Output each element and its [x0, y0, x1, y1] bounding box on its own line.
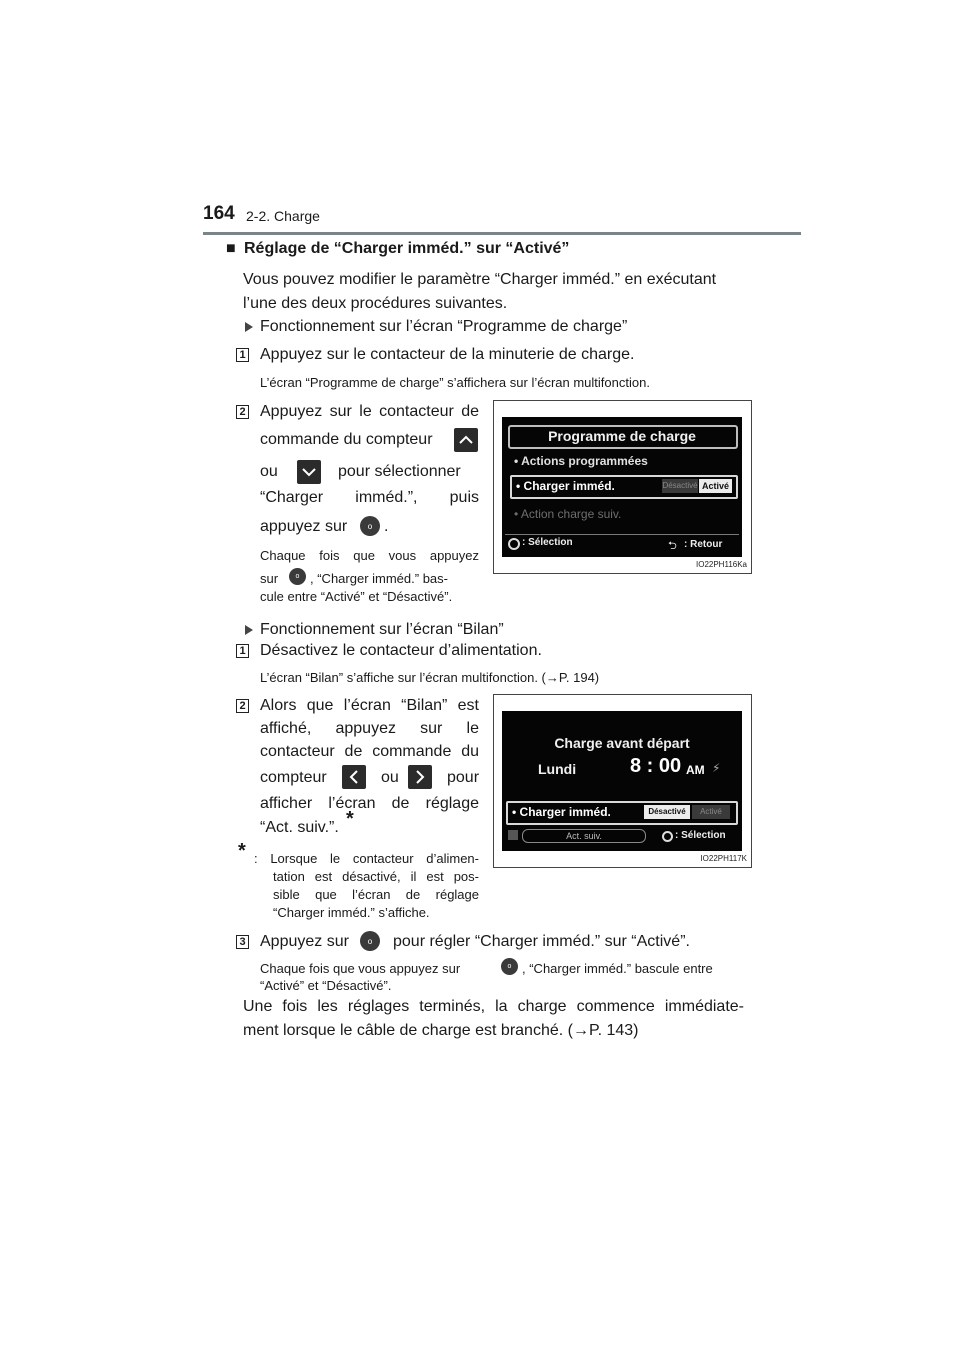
proc-b-step3-b: pour régler “Charger imméd.” sur “Activé”.	[393, 933, 690, 950]
intro-line-2: l’une des deux procédures suivantes.	[243, 295, 508, 312]
figure-charge-avant-depart	[493, 694, 752, 868]
meter-left-button-icon	[342, 765, 366, 789]
heading-bullet: ■	[226, 240, 236, 257]
proc-b-step3-a: Appuyez sur	[260, 933, 349, 950]
screen-footer-select: : Sélection	[522, 537, 573, 548]
screen-footer-back: : Retour	[684, 539, 723, 550]
proc-b-step1-text: Désactivez le contacteur d’alimentation.	[260, 642, 542, 659]
proc-a-step1-note: L’écran “Programme de charge” s’affichera sur l’écran multifonction.	[260, 375, 650, 390]
footnote-line-4: “Charger imméd.” s’affiche.	[273, 905, 430, 920]
proc-a-step2-note2a: sur	[260, 571, 279, 586]
screen-act-suiv: Act. suiv.	[522, 829, 646, 843]
page-number: 164	[203, 203, 235, 224]
screen-row-next: • Action charge suiv.	[514, 507, 622, 521]
screen-ampm: AM	[686, 763, 705, 777]
proc-b-step2-l1: Alors que l’écran “Bilan” est	[260, 697, 479, 714]
screen-row-charger: • Charger imméd.	[516, 479, 615, 493]
screen-row-actions: • Actions programmées	[514, 454, 648, 468]
closing-line-2: ment lorsque le câble de charge est branché. (→P. 143)	[243, 1022, 639, 1039]
screen-footer-line	[505, 534, 739, 535]
ok-button-icon: o	[360, 931, 380, 951]
proc-a-step2-l3: pour sélectionner	[338, 463, 461, 480]
proc-b-step2-l2: affiché, appuyez sur le	[260, 720, 479, 737]
proc-b-step3-note1a: Chaque fois que vous appuyez sur	[260, 961, 461, 976]
meter-right-button-icon	[408, 765, 432, 789]
meter-display-screen	[502, 417, 742, 557]
meter-down-button-icon	[297, 460, 321, 484]
proc-a-title: Fonctionnement sur l’écran “Programme de charge”	[260, 318, 628, 335]
back-arrow-icon: ⮌	[668, 540, 677, 552]
screen-row-charger: • Charger imméd.	[512, 805, 611, 819]
square-icon	[508, 830, 518, 840]
ok-circle-icon	[508, 538, 520, 550]
proc-b-step2-pour: pour	[447, 769, 480, 786]
ok-button-icon: o	[501, 958, 518, 975]
option-active: Activé	[692, 805, 730, 819]
header-rule	[203, 232, 801, 235]
proc-a-step2-l5: appuyez sur	[260, 518, 348, 535]
screen-time: 8 : 00	[630, 755, 682, 777]
proc-b-step1-note: L’écran “Bilan” s’affiche sur l’écran multifonction. (→P. 194)	[260, 670, 600, 685]
option-desactive: Désactivé	[644, 805, 690, 819]
step-number: 1	[236, 348, 249, 362]
ok-button-icon: o	[289, 568, 306, 585]
proc-a-step1-text: Appuyez sur le contacteur de la minuterie de charge.	[260, 346, 635, 363]
proc-a-step2-note3: cule entre “Activé” et “Désactivé”.	[260, 589, 453, 604]
footnote-line-1: : Lorsque le contacteur d’alimen-	[254, 851, 479, 866]
proc-a-step2-l2: commande du compteur	[260, 431, 433, 448]
section-title: 2-2. Charge	[246, 208, 320, 224]
step-number: 3	[236, 935, 249, 949]
screen-title: Programme de charge	[548, 428, 696, 444]
heading: Réglage de “Charger imméd.” sur “Activé”	[244, 240, 570, 257]
step-number: 2	[236, 699, 249, 713]
option-desactive: Désactivé	[662, 479, 698, 493]
footnote-star: *	[238, 840, 246, 862]
arrow-icon	[245, 322, 253, 332]
step-number: 2	[236, 405, 249, 419]
footnote-line-3: sible que l’écran de réglage	[273, 887, 479, 902]
closing-line-1: Une fois les réglages terminés, la charge commence immédiate-	[243, 998, 744, 1015]
proc-a-step2-l4: “Charger imméd.”, puis	[260, 489, 479, 506]
proc-b-step2-ou: ou	[381, 769, 399, 786]
arrow-icon	[245, 625, 253, 635]
proc-b-step3-note1b: , “Charger imméd.” bascule entre	[522, 961, 713, 976]
figure-programme-de-charge	[493, 400, 752, 574]
proc-b-step2-compteur: compteur	[260, 769, 327, 786]
ok-button-icon: o	[360, 516, 380, 536]
proc-b-step3-note2: “Activé” et “Désactivé”.	[260, 978, 392, 993]
proc-a-step2-note1: Chaque fois que vous appuyez	[260, 548, 479, 563]
plug-icon: ⚡	[712, 761, 721, 775]
footnote-star: *	[346, 808, 354, 830]
step-number: 1	[236, 644, 249, 658]
meter-up-button-icon	[454, 428, 478, 452]
screen-footer-select: : Sélection	[675, 830, 726, 841]
footnote-line-2: tation est désactivé, il est pos-	[273, 869, 479, 884]
proc-a-step2-ou: ou	[260, 463, 278, 480]
proc-b-title: Fonctionnement sur l’écran “Bilan”	[260, 621, 504, 638]
screen-title: Charge avant départ	[554, 735, 690, 751]
option-active: Activé	[699, 479, 732, 493]
proc-a-step2-l1: Appuyez sur le contacteur de	[260, 403, 479, 420]
ok-circle-icon	[662, 831, 673, 842]
proc-a-step2-note2b: , “Charger imméd.” bas-	[310, 571, 448, 586]
proc-b-step2-l5: afficher l’écran de réglage	[260, 795, 479, 812]
proc-a-step2-l5-end: .	[384, 518, 389, 535]
figure-code: IO22PH116Ka	[696, 560, 747, 569]
proc-b-step2-l6: “Act. suiv.”.	[260, 819, 339, 836]
intro-line-1: Vous pouvez modifier le paramètre “Charger imméd.” en exécutant	[243, 271, 717, 288]
meter-display-screen	[502, 711, 742, 851]
figure-code: IO22PH117K	[700, 854, 747, 863]
proc-b-step2-l3: contacteur de commande du	[260, 743, 479, 760]
screen-day: Lundi	[538, 761, 577, 777]
